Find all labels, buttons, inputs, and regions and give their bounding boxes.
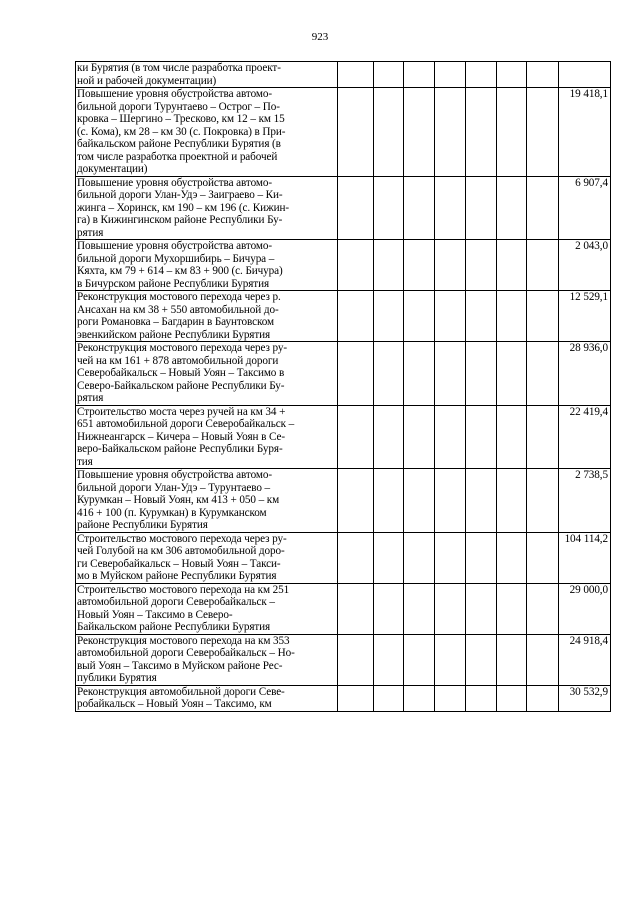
empty-cell [465,88,496,177]
empty-cell [434,685,465,711]
empty-cell [526,62,558,88]
row-description: Реконструкция мостового перехода через ру- чей на км 161 + 878 автомобильной дороги Северобайкальск – Новый Уоян – Таксимо в Северо-Байкальском районе Республики Бу- рятия [76,342,338,406]
row-description: Реконструкция автомобильной дороги Севе- робайкальск – Новый Уоян – Таксимо, км [76,685,338,711]
empty-cell [526,583,558,634]
table-row [76,62,611,88]
table-row [76,88,611,177]
empty-cell [496,88,526,177]
empty-cell [403,583,434,634]
empty-cell [403,469,434,533]
empty-cell [496,532,526,583]
empty-cell [496,176,526,240]
empty-cell [465,583,496,634]
empty-cell [403,62,434,88]
empty-cell [338,583,373,634]
empty-cell [338,291,373,342]
row-description: Повышение уровня обустройства автомо- бильной дороги Мухоршибирь – Бичура – Кяхта, км 79 + 614 – км 83 + 900 (с. Бичура) в Бичурском районе Республики Бурятия [76,240,338,291]
empty-cell [373,583,403,634]
empty-cell [338,532,373,583]
empty-cell [338,88,373,177]
empty-cell [373,342,403,406]
empty-cell [373,176,403,240]
empty-cell [496,583,526,634]
empty-cell [403,342,434,406]
empty-cell [526,176,558,240]
empty-cell [465,240,496,291]
row-description: Повышение уровня обустройства автомо- бильной дороги Турунтаево – Острог – По- кровка – Шергино – Тресково, км 12 – км 15 (с. Кома), км 28 – км 30 (с. Покровка) в При- байкальском районе Республики Бурятия (в том числе разработка проектной и рабочей документации) [76,88,338,177]
empty-cell [434,469,465,533]
empty-cell [403,291,434,342]
empty-cell [338,62,373,88]
table-row [76,583,611,634]
empty-cell [465,469,496,533]
empty-cell [373,532,403,583]
empty-cell [373,88,403,177]
empty-cell [526,342,558,406]
empty-cell [373,634,403,685]
row-amount: 104 114,2 [559,532,611,583]
empty-cell [465,342,496,406]
empty-cell [434,291,465,342]
row-amount: 28 936,0 [559,342,611,406]
empty-cell [465,685,496,711]
empty-cell [338,469,373,533]
empty-cell [373,240,403,291]
empty-cell [465,176,496,240]
budget-table [75,61,611,712]
table-row [76,685,611,711]
empty-cell [465,532,496,583]
row-amount: 12 529,1 [559,291,611,342]
empty-cell [526,88,558,177]
row-amount: 19 418,1 [559,88,611,177]
table-row [76,176,611,240]
empty-cell [434,342,465,406]
page-number: 923 [311,31,329,43]
row-amount: 29 000,0 [559,583,611,634]
table-row [76,469,611,533]
empty-cell [403,176,434,240]
empty-cell [526,634,558,685]
empty-cell [496,62,526,88]
table-row [76,240,611,291]
empty-cell [465,405,496,469]
table-row [76,634,611,685]
empty-cell [465,291,496,342]
empty-cell [434,62,465,88]
row-amount: 30 532,9 [559,685,611,711]
table-row [76,342,611,406]
row-description: Реконструкция мостового перехода на км 353 автомобильной дороги Северобайкальск – Но- вый Уоян – Таксимо в Муйском районе Рес- публики Бурятия [76,634,338,685]
empty-cell [496,291,526,342]
empty-cell [338,176,373,240]
empty-cell [526,405,558,469]
empty-cell [338,240,373,291]
empty-cell [434,405,465,469]
row-amount [559,62,611,88]
row-description: Строительство мостового перехода на км 251 автомобильной дороги Северобайкальск – Новый Уоян – Таксимо в Северо- Байкальском районе Республики Бурятия [76,583,338,634]
empty-cell [434,634,465,685]
empty-cell [434,532,465,583]
row-description: Строительство моста через ручей на км 34 + 651 автомобильной дороги Северобайкальск – Нижнеангарск – Кичера – Новый Уоян в Се- веро-Байкальском районе Республики Буря- тия [76,405,338,469]
empty-cell [403,405,434,469]
empty-cell [465,634,496,685]
empty-cell [373,405,403,469]
empty-cell [403,634,434,685]
table-row [76,291,611,342]
empty-cell [373,685,403,711]
empty-cell [496,634,526,685]
row-description: Реконструкция мостового перехода через р. Ансахан на км 38 + 550 автомобильной до- роги Романовка – Багдарин в Баунтовском эвенкийском районе Республики Бурятия [76,291,338,342]
empty-cell [403,88,434,177]
empty-cell [338,405,373,469]
row-amount: 2 738,5 [559,469,611,533]
row-amount: 22 419,4 [559,405,611,469]
empty-cell [526,240,558,291]
empty-cell [496,240,526,291]
empty-cell [496,342,526,406]
empty-cell [434,583,465,634]
empty-cell [403,685,434,711]
empty-cell [373,62,403,88]
table-row [76,405,611,469]
empty-cell [526,469,558,533]
empty-cell [338,342,373,406]
table-body [76,62,611,712]
empty-cell [496,405,526,469]
table-row [76,532,611,583]
empty-cell [403,240,434,291]
row-description: Строительство мостового перехода через ру- чей Голубой на км 306 автомобильной доро- ги Северобайкальск – Новый Уоян – Такси- мо в Муйском районе Республики Бурятия [76,532,338,583]
empty-cell [465,62,496,88]
empty-cell [338,634,373,685]
empty-cell [526,291,558,342]
empty-cell [373,469,403,533]
empty-cell [434,176,465,240]
row-amount: 6 907,4 [559,176,611,240]
row-amount: 24 918,4 [559,634,611,685]
row-amount: 2 043,0 [559,240,611,291]
empty-cell [338,685,373,711]
empty-cell [526,685,558,711]
empty-cell [373,291,403,342]
row-description: Повышение уровня обустройства автомо- бильной дороги Улан-Удэ – Заиграево – Ки- жинга – Хоринск, км 190 – км 196 (с. Кижин- га) в Кижингинском районе Республики Бу- рятия [76,176,338,240]
empty-cell [496,469,526,533]
empty-cell [526,532,558,583]
empty-cell [434,240,465,291]
row-description: ки Бурятия (в том числе разработка проект- ной и рабочей документации) [76,62,338,88]
empty-cell [496,685,526,711]
empty-cell [403,532,434,583]
empty-cell [434,88,465,177]
row-description: Повышение уровня обустройства автомо- бильной дороги Улан-Удэ – Турунтаево – Курумкан – Новый Уоян, км 413 + 050 – км 416 + 100 (п. Курумкан) в Курумканском районе Республики Бурятия [76,469,338,533]
